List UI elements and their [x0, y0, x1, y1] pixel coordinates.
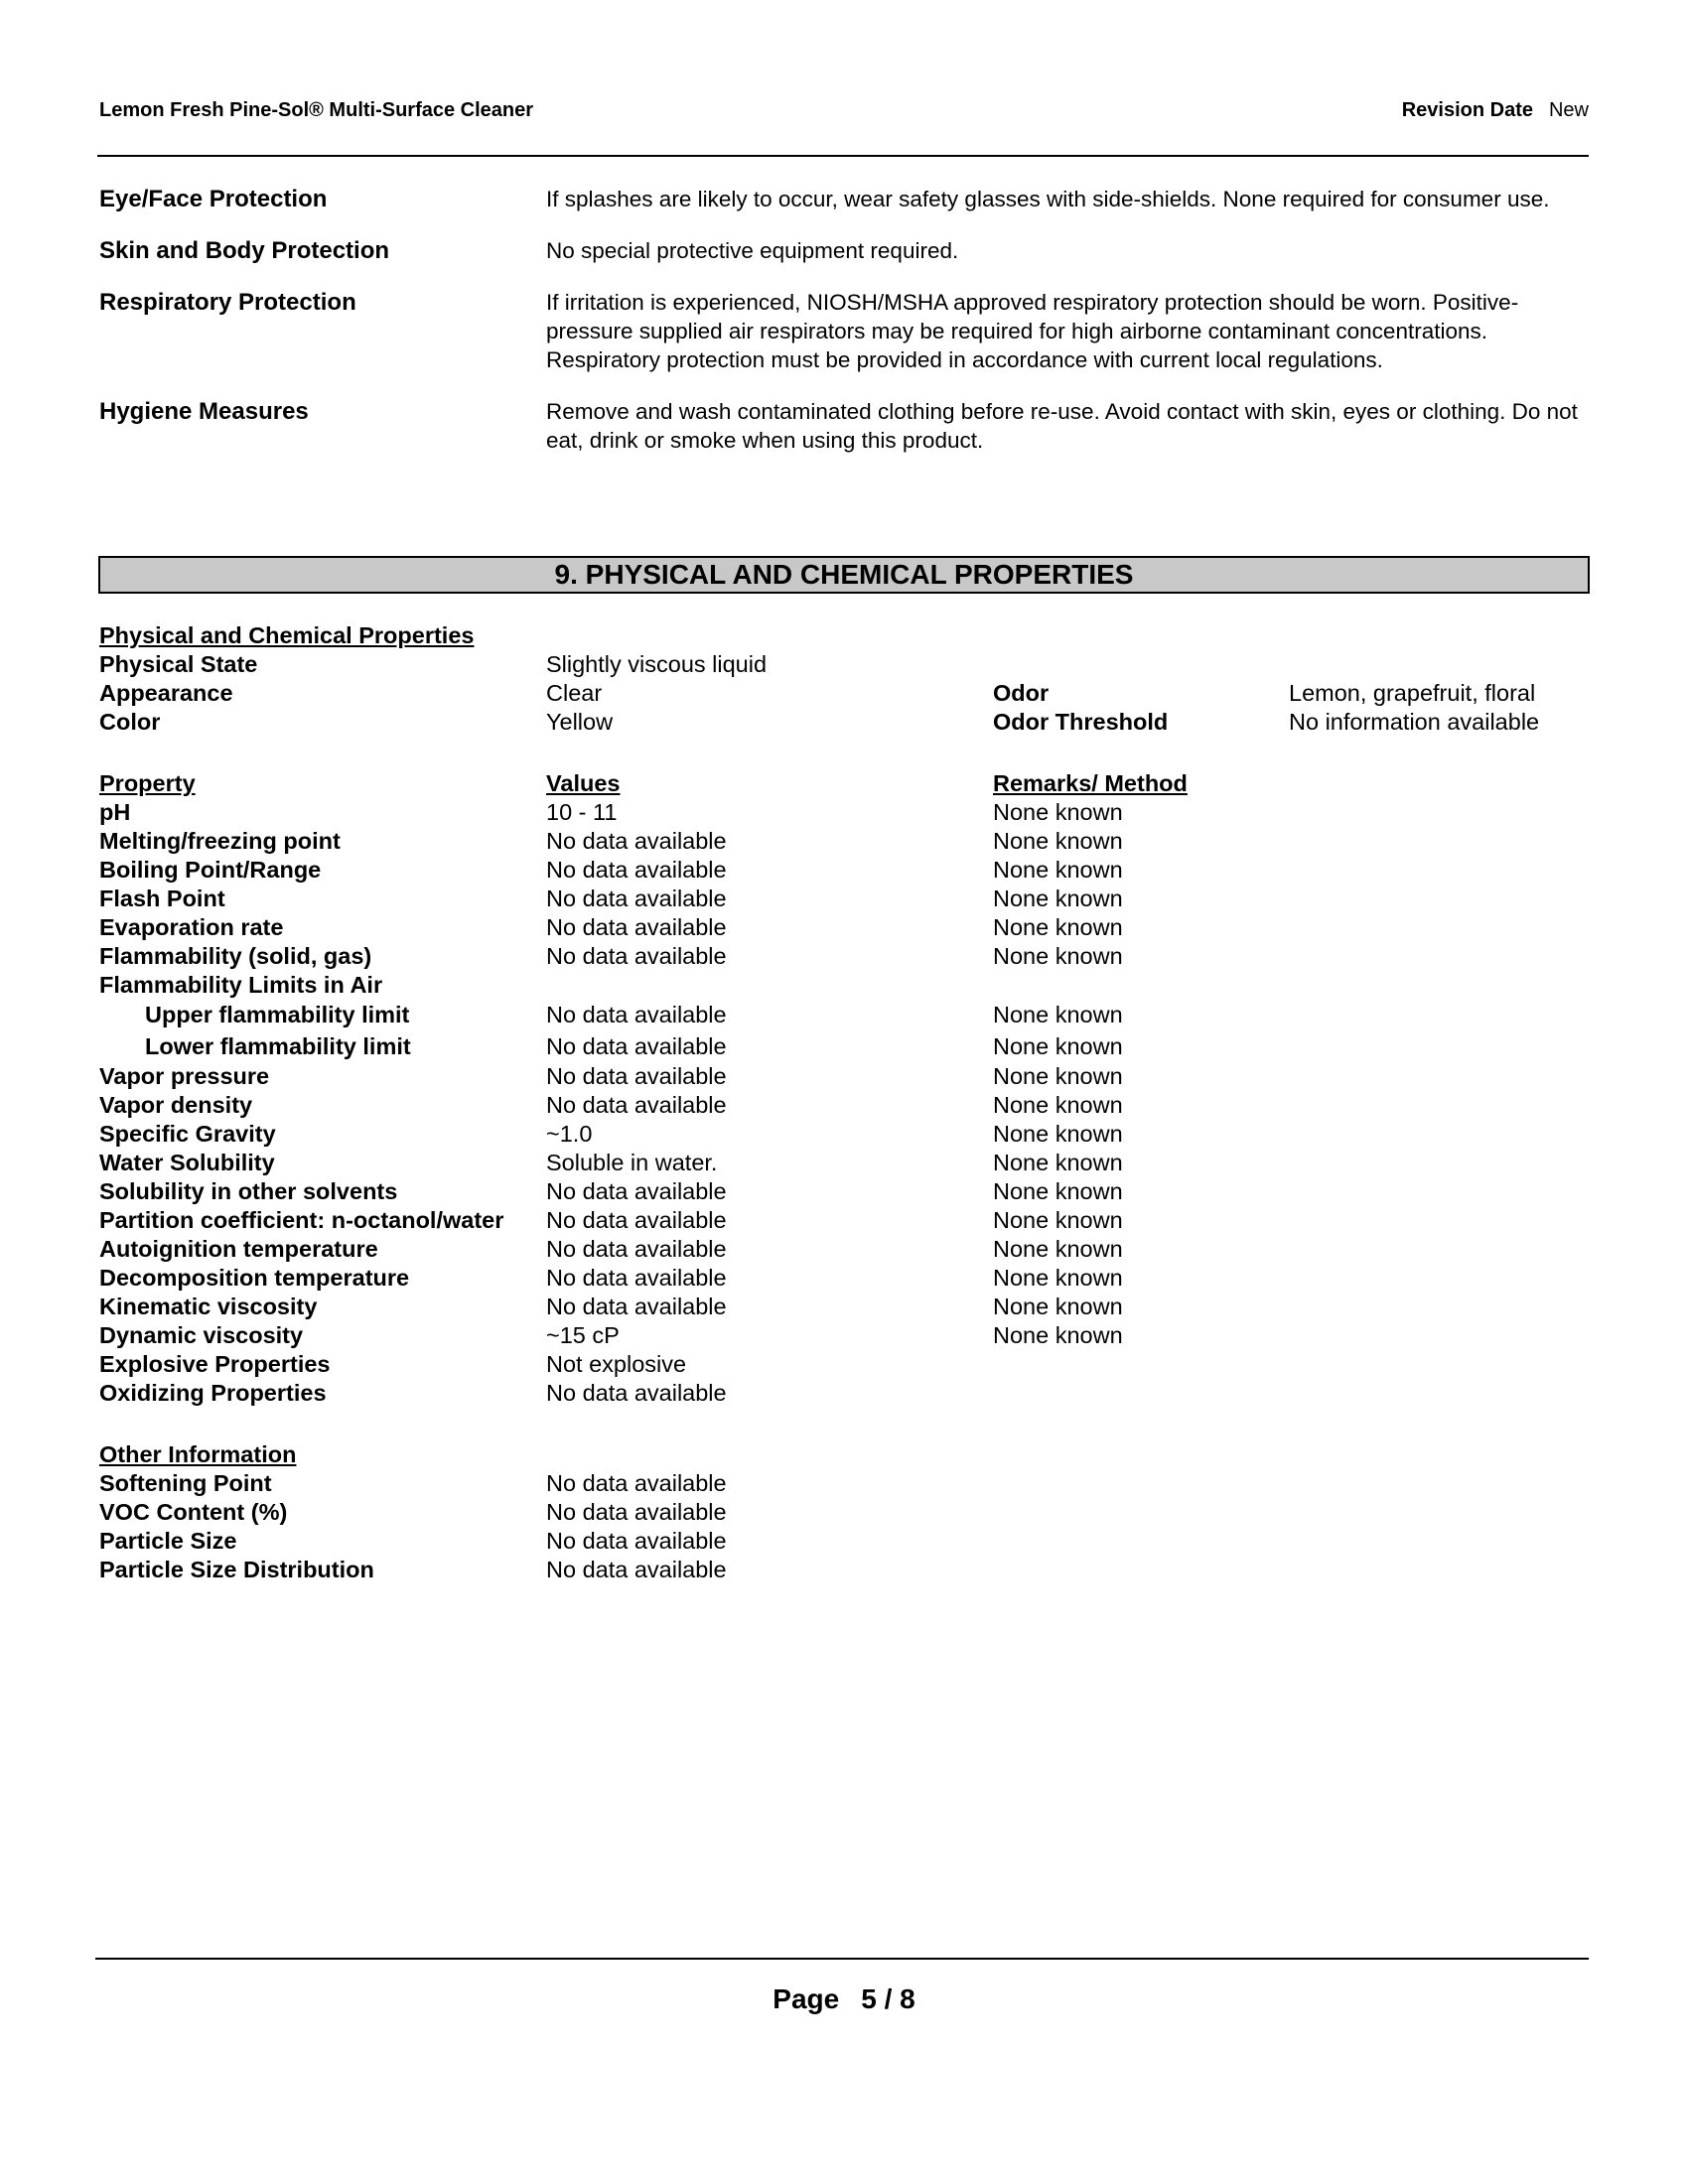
- property-value: No data available: [546, 857, 727, 883]
- property-value: No data available: [546, 1032, 727, 1059]
- table-row: [99, 1379, 1589, 1408]
- protection-label: Skin and Body Protection: [99, 237, 390, 264]
- table-row: [99, 1000, 1589, 1031]
- table-row: [99, 1062, 1589, 1091]
- property-value: No data available: [546, 1380, 727, 1406]
- property-value: No data available: [546, 1265, 727, 1291]
- table-row: [99, 1321, 1589, 1350]
- property-value: No data available: [546, 1294, 727, 1319]
- table-header-row: [99, 769, 1589, 798]
- other-info-value: No data available: [546, 1470, 727, 1496]
- list-item: [99, 1527, 1589, 1556]
- property-name: Explosive Properties: [99, 1351, 331, 1377]
- appearance-value: Clear: [546, 680, 603, 706]
- odor-threshold-label: Odor Threshold: [993, 709, 1169, 735]
- property-remark: None known: [993, 1121, 1123, 1147]
- property-remark: None known: [993, 886, 1123, 911]
- property-value: Soluble in water.: [546, 1150, 718, 1175]
- protection-text: No special protective equipment required.: [546, 238, 959, 263]
- protection-text: If irritation is experienced, NIOSH/MSHA approved respiratory protection should be worn. Positive-pressure supplied air respirators may be required for high airborne contaminant concentrations. Respiratory protection must be provided in accordance with current local regulations.: [546, 290, 1519, 372]
- other-info-heading-row: [99, 1440, 1589, 1469]
- table-row: [99, 1235, 1589, 1264]
- other-info-name: Softening Point: [99, 1470, 272, 1496]
- table-row: [99, 798, 1589, 827]
- protection-row-eye: [99, 185, 1589, 213]
- property-remark: None known: [993, 1265, 1123, 1291]
- protection-section: [99, 185, 1589, 478]
- section-heading: 9. PHYSICAL AND CHEMICAL PROPERTIES: [98, 556, 1590, 594]
- property-remark: None known: [993, 1150, 1123, 1175]
- table-row: [99, 1149, 1589, 1177]
- property-value: ~15 cP: [546, 1322, 620, 1348]
- page-footer: [0, 1983, 1688, 2015]
- property-remark: None known: [993, 1178, 1123, 1204]
- property-remark: None known: [993, 1207, 1123, 1233]
- table-row: [99, 1091, 1589, 1120]
- table-row: [99, 1177, 1589, 1206]
- property-name: Oxidizing Properties: [99, 1380, 327, 1406]
- property-name: Upper flammability limit: [145, 1002, 410, 1027]
- protection-row-skin: [99, 236, 1589, 265]
- properties-section: [99, 621, 1589, 1584]
- property-value: No data available: [546, 1207, 727, 1233]
- property-remark: None known: [993, 1063, 1123, 1089]
- other-info-value: No data available: [546, 1557, 727, 1582]
- property-value: No data available: [546, 1236, 727, 1262]
- list-item: [99, 1556, 1589, 1584]
- other-info-value: No data available: [546, 1499, 727, 1525]
- property-value: No data available: [546, 1002, 727, 1027]
- property-name: Partition coefficient: n-octanol/water: [99, 1207, 504, 1233]
- revision-date-label: Revision Date: [1401, 99, 1533, 121]
- list-item: [99, 1469, 1589, 1498]
- table-row: [99, 1206, 1589, 1235]
- protection-row-hygiene: [99, 397, 1589, 455]
- property-name: Lower flammability limit: [145, 1032, 411, 1059]
- property-name: Kinematic viscosity: [99, 1294, 318, 1319]
- property-remark: None known: [993, 1002, 1123, 1027]
- property-name: Flash Point: [99, 886, 225, 911]
- table-row: [99, 1264, 1589, 1293]
- odor-value: Lemon, grapefruit, floral: [1289, 680, 1536, 706]
- property-value: No data available: [546, 886, 727, 911]
- property-value: No data available: [546, 943, 727, 969]
- property-remark: None known: [993, 1236, 1123, 1262]
- property-remark: None known: [993, 828, 1123, 854]
- color-label: Color: [99, 709, 161, 735]
- other-info-value: No data available: [546, 1528, 727, 1554]
- property-name: Solubility in other solvents: [99, 1178, 398, 1204]
- property-remark: None known: [993, 1294, 1123, 1319]
- property-remark: None known: [993, 1092, 1123, 1118]
- property-value: ~1.0: [546, 1121, 593, 1147]
- other-info-name: Particle Size Distribution: [99, 1557, 374, 1582]
- property-name: Decomposition temperature: [99, 1265, 410, 1291]
- appearance-label: Appearance: [99, 680, 233, 706]
- property-value: No data available: [546, 1092, 727, 1118]
- revision-date: [1402, 99, 1589, 122]
- property-name: Evaporation rate: [99, 914, 284, 940]
- footer-divider: [95, 1958, 1589, 1960]
- protection-text: Remove and wash contaminated clothing before re-use. Avoid contact with skin, eyes or clothing. Do not eat, drink or smoke when using this product.: [546, 399, 1578, 453]
- property-remark: None known: [993, 943, 1123, 969]
- list-item: [99, 1498, 1589, 1527]
- document-title: Lemon Fresh Pine-Sol® Multi-Surface Cleaner: [99, 99, 534, 121]
- general-heading-row: [99, 621, 1589, 650]
- color-value: Yellow: [546, 709, 614, 735]
- property-remark: None known: [993, 1032, 1123, 1059]
- other-info-name: VOC Content (%): [99, 1499, 288, 1525]
- column-header-property: Property: [99, 770, 196, 796]
- property-name: Autoignition temperature: [99, 1236, 378, 1262]
- protection-label: Hygiene Measures: [99, 398, 309, 425]
- appearance-row: [99, 679, 1589, 708]
- table-row: [99, 1293, 1589, 1321]
- table-row: [99, 856, 1589, 885]
- property-value: 10 - 11: [546, 799, 618, 825]
- property-name: Vapor density: [99, 1092, 253, 1118]
- header-divider: [97, 155, 1589, 157]
- physical-state-value: Slightly viscous liquid: [546, 651, 768, 677]
- revision-date-value: New: [1548, 99, 1589, 121]
- general-heading: Physical and Chemical Properties: [99, 622, 475, 648]
- property-remark: None known: [993, 799, 1123, 825]
- property-value: No data available: [546, 1063, 727, 1089]
- property-name: Flammability Limits in Air: [99, 972, 383, 998]
- other-info-heading: Other Information: [99, 1441, 297, 1467]
- property-value: Not explosive: [546, 1351, 687, 1377]
- property-name: Melting/freezing point: [99, 828, 341, 854]
- protection-row-respiratory: [99, 288, 1589, 374]
- property-remark: None known: [993, 914, 1123, 940]
- property-remark: None known: [993, 1322, 1123, 1348]
- protection-label: Respiratory Protection: [99, 289, 356, 316]
- page-number: 5 / 8: [861, 1983, 915, 2014]
- protection-text: If splashes are likely to occur, wear safety glasses with side-shields. None required for consumer use.: [546, 187, 1550, 211]
- property-name: Water Solubility: [99, 1150, 275, 1175]
- property-value: No data available: [546, 914, 727, 940]
- table-row: [99, 885, 1589, 913]
- page-label: Page: [773, 1983, 840, 2014]
- odor-label: Odor: [993, 680, 1050, 706]
- table-row: [99, 913, 1589, 942]
- table-row: [99, 1120, 1589, 1149]
- table-row: [99, 942, 1589, 971]
- table-row: [99, 827, 1589, 856]
- protection-label: Eye/Face Protection: [99, 186, 328, 212]
- table-row: [99, 1350, 1589, 1379]
- property-value: No data available: [546, 1178, 727, 1204]
- other-info-name: Particle Size: [99, 1528, 237, 1554]
- table-row: [99, 1031, 1589, 1063]
- property-name: Dynamic viscosity: [99, 1322, 304, 1348]
- column-header-values: Values: [546, 770, 621, 796]
- column-header-remarks: Remarks/ Method: [993, 770, 1188, 796]
- color-row: [99, 708, 1589, 737]
- property-name: pH: [99, 799, 131, 825]
- physical-state-label: Physical State: [99, 651, 258, 677]
- property-name: Flammability (solid, gas): [99, 943, 372, 969]
- property-remark: None known: [993, 857, 1123, 883]
- property-name: Vapor pressure: [99, 1063, 270, 1089]
- physical-state-row: [99, 650, 1589, 679]
- property-name: Specific Gravity: [99, 1121, 276, 1147]
- odor-threshold-value: No information available: [1289, 709, 1540, 735]
- property-name: Boiling Point/Range: [99, 857, 322, 883]
- property-value: No data available: [546, 828, 727, 854]
- table-row: [99, 971, 1589, 1000]
